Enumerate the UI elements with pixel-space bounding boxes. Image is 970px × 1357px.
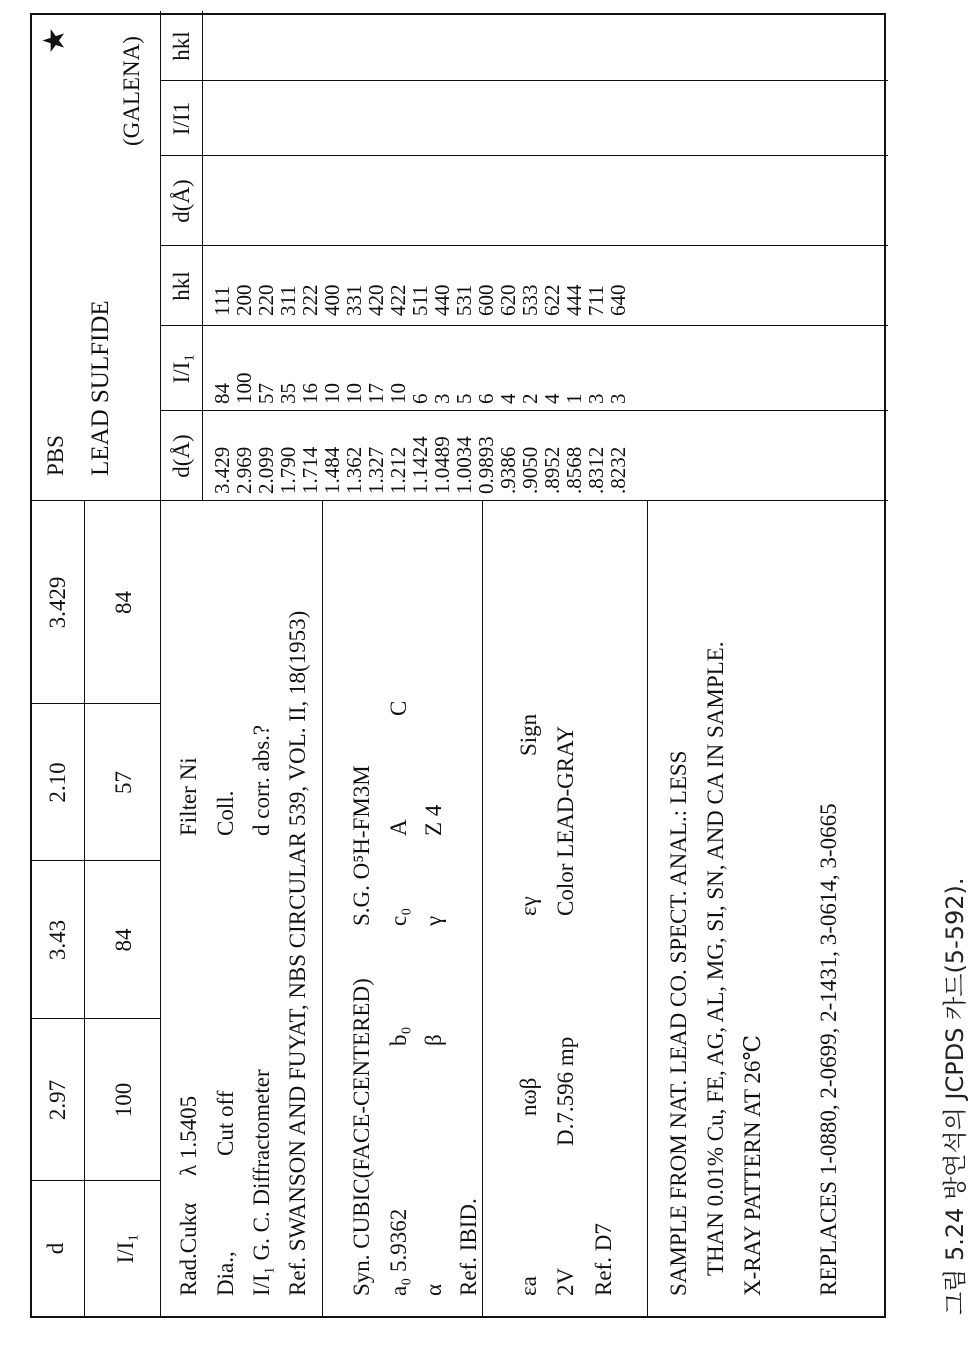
strong-line-d: 3.429 bbox=[45, 576, 70, 629]
table-row-hkl: 420 bbox=[364, 284, 388, 316]
color: Color LEAD-GRAY bbox=[553, 725, 578, 916]
table-row-intensity: 4 bbox=[496, 393, 520, 404]
table-row-hkl: 200 bbox=[232, 284, 256, 316]
jcpds-card bbox=[30, 13, 886, 1318]
strong-line-d: 3.43 bbox=[45, 919, 70, 961]
table-row-intensity: 10 bbox=[342, 383, 366, 404]
z-value: Z 4 bbox=[421, 804, 446, 836]
note-line: SAMPLE FROM NAT. LEAD CO. SPECT. ANAL.: LESS bbox=[666, 750, 691, 1296]
table-row-d: 2.099 bbox=[254, 446, 278, 494]
table-row-intensity: 10 bbox=[320, 383, 344, 404]
table-row-d: 1.362 bbox=[342, 446, 366, 494]
table-row-hkl: 622 bbox=[540, 284, 564, 316]
angle-beta: β bbox=[421, 1034, 446, 1046]
table-row-intensity: 6 bbox=[408, 393, 432, 404]
table-row-hkl: 531 bbox=[452, 284, 476, 316]
table-row-d: 3.429 bbox=[210, 446, 234, 494]
lattice-a0: a₀ 5.9362 bbox=[386, 1208, 411, 1296]
radiation-source: Rad.Cukα bbox=[176, 1202, 201, 1296]
table-row-hkl: 311 bbox=[276, 285, 300, 316]
intensity-label: I/I₁ bbox=[113, 1233, 138, 1264]
table-row-hkl: 711 bbox=[584, 285, 608, 316]
strong-line-i: 100 bbox=[111, 1082, 136, 1118]
col-d-header: d(Å) bbox=[169, 434, 194, 478]
optical-nwb: nωβ bbox=[516, 1077, 541, 1116]
table-row-d: 1.1424 bbox=[408, 436, 432, 494]
table-row-hkl: 620 bbox=[496, 284, 520, 316]
lattice-b0: b₀ bbox=[386, 1026, 411, 1046]
table-row-hkl: 444 bbox=[562, 284, 586, 316]
cut-off: Cut off bbox=[213, 1090, 238, 1156]
lattice-c0: c₀ bbox=[386, 907, 411, 926]
table-row-intensity: 84 bbox=[210, 383, 234, 404]
table-row-intensity: 57 bbox=[254, 383, 278, 404]
table-row-d: 0.9893 bbox=[474, 436, 498, 494]
table-row-intensity: 3 bbox=[430, 393, 454, 404]
optical-2v: 2V bbox=[553, 1267, 578, 1296]
note-line: THAN 0.01% Cu, FE, AG, AL, MG, SI, SN, AND CA IN SAMPLE. bbox=[703, 641, 728, 1276]
table-row-hkl: 640 bbox=[606, 284, 630, 316]
table-row-intensity: 2 bbox=[518, 393, 542, 404]
col2-d-header: d(Å) bbox=[169, 179, 194, 223]
table-row-hkl: 331 bbox=[342, 284, 366, 316]
table-row-d: 1.790 bbox=[276, 446, 300, 494]
table-row-intensity: 6 bbox=[474, 393, 498, 404]
ratio-c: C bbox=[386, 700, 411, 716]
optical-ey: εγ bbox=[516, 896, 541, 916]
strong-line-d: 2.97 bbox=[45, 1079, 70, 1121]
table-row-hkl: 511 bbox=[408, 285, 432, 316]
table-row-hkl: 222 bbox=[298, 284, 322, 316]
table-row-intensity: 4 bbox=[540, 393, 564, 404]
table-row-intensity: 3 bbox=[584, 393, 608, 404]
chemical-formula: PBS bbox=[43, 435, 68, 476]
filter: Filter Ni bbox=[176, 757, 201, 836]
diameter: Dia., bbox=[213, 1251, 238, 1296]
table-row-hkl: 440 bbox=[430, 284, 454, 316]
table-row-d: .8952 bbox=[540, 446, 564, 494]
table-row-d: 1.0034 bbox=[452, 436, 476, 494]
strong-line-i: 84 bbox=[111, 591, 136, 614]
table-row-d: 1.0489 bbox=[430, 436, 454, 494]
replaces: REPLACES 1-0880, 2-0699, 2-1431, 3-0614, 3-0665 bbox=[816, 803, 841, 1296]
table-row-intensity: 35 bbox=[276, 383, 300, 404]
table-row-intensity: 5 bbox=[452, 393, 476, 404]
col-hkl-header: hkl bbox=[169, 271, 194, 301]
d-label: d bbox=[43, 1242, 68, 1255]
table-row-hkl: 422 bbox=[386, 284, 410, 316]
table-row-d: 1.212 bbox=[386, 446, 410, 494]
intensity-method: I/I₁ G. C. Diffractometer bbox=[249, 1069, 274, 1296]
strong-line-d: 2.10 bbox=[45, 762, 70, 803]
table-row-intensity: 16 bbox=[298, 383, 322, 404]
space-group: S.G. O⁵H-FM3M bbox=[349, 765, 374, 926]
angle-alpha: α bbox=[421, 1283, 446, 1296]
figure-caption: 그림 5.24 방연석의 JCPDS 카드(5-592). bbox=[941, 877, 969, 1315]
optical-reference: Ref. D7 bbox=[591, 1223, 616, 1296]
table-row-d: 1.484 bbox=[320, 446, 344, 494]
table-row-d: 1.327 bbox=[364, 446, 388, 494]
table-row-hkl: 111 bbox=[210, 286, 234, 316]
table-row-d: .8568 bbox=[562, 446, 586, 494]
mineral-name: (GALENA) bbox=[119, 36, 144, 146]
ratio-a: A bbox=[386, 819, 411, 836]
d-correction: d corr. abs.? bbox=[249, 724, 274, 836]
compound-name: LEAD SULFIDE bbox=[87, 300, 114, 476]
optical-ea: εa bbox=[516, 1276, 541, 1296]
table-row-hkl: 600 bbox=[474, 284, 498, 316]
collimation: Coll. bbox=[213, 790, 238, 836]
table-row-d: .8312 bbox=[584, 446, 608, 494]
optical-sign: Sign bbox=[516, 713, 541, 756]
density: D.7.596 mp bbox=[553, 1036, 578, 1146]
radiation-reference: Ref. SWANSON AND FUYAT, NBS CIRCULAR 539, VOL. II, 18(1953) bbox=[285, 610, 310, 1296]
star-icon: ★ bbox=[38, 27, 71, 54]
strong-line-i: 57 bbox=[111, 771, 136, 794]
table-row-hkl: 533 bbox=[518, 284, 542, 316]
table-row-intensity: 10 bbox=[386, 383, 410, 404]
wavelength: λ 1.5405 bbox=[176, 1095, 201, 1176]
col2-intensity-header: I/I1 bbox=[169, 101, 194, 136]
note-line: X-RAY PATTERN AT 26℃ bbox=[740, 1034, 765, 1296]
table-row-intensity: 17 bbox=[364, 383, 388, 404]
table-row-d: 2.969 bbox=[232, 446, 256, 494]
table-row-d: 1.714 bbox=[298, 446, 322, 494]
table-row-d: .8232 bbox=[606, 446, 630, 494]
table-row-intensity: 100 bbox=[232, 372, 256, 404]
table-row-intensity: 3 bbox=[606, 393, 630, 404]
strong-line-i: 84 bbox=[111, 928, 136, 952]
crystal-reference: Ref. IBID. bbox=[456, 1198, 481, 1296]
table-row-intensity: 1 bbox=[562, 393, 586, 404]
crystal-system: Syn. CUBIC(FACE-CENTERED) bbox=[349, 978, 374, 1296]
angle-gamma: γ bbox=[421, 915, 446, 926]
col-intensity-header: I/I₁ bbox=[169, 353, 194, 384]
table-row-hkl: 400 bbox=[320, 284, 344, 316]
table-row-hkl: 220 bbox=[254, 284, 278, 316]
table-row-d: .9050 bbox=[518, 446, 542, 494]
table-row-d: .9386 bbox=[496, 446, 520, 494]
col2-hkl-header: hkl bbox=[169, 31, 194, 61]
